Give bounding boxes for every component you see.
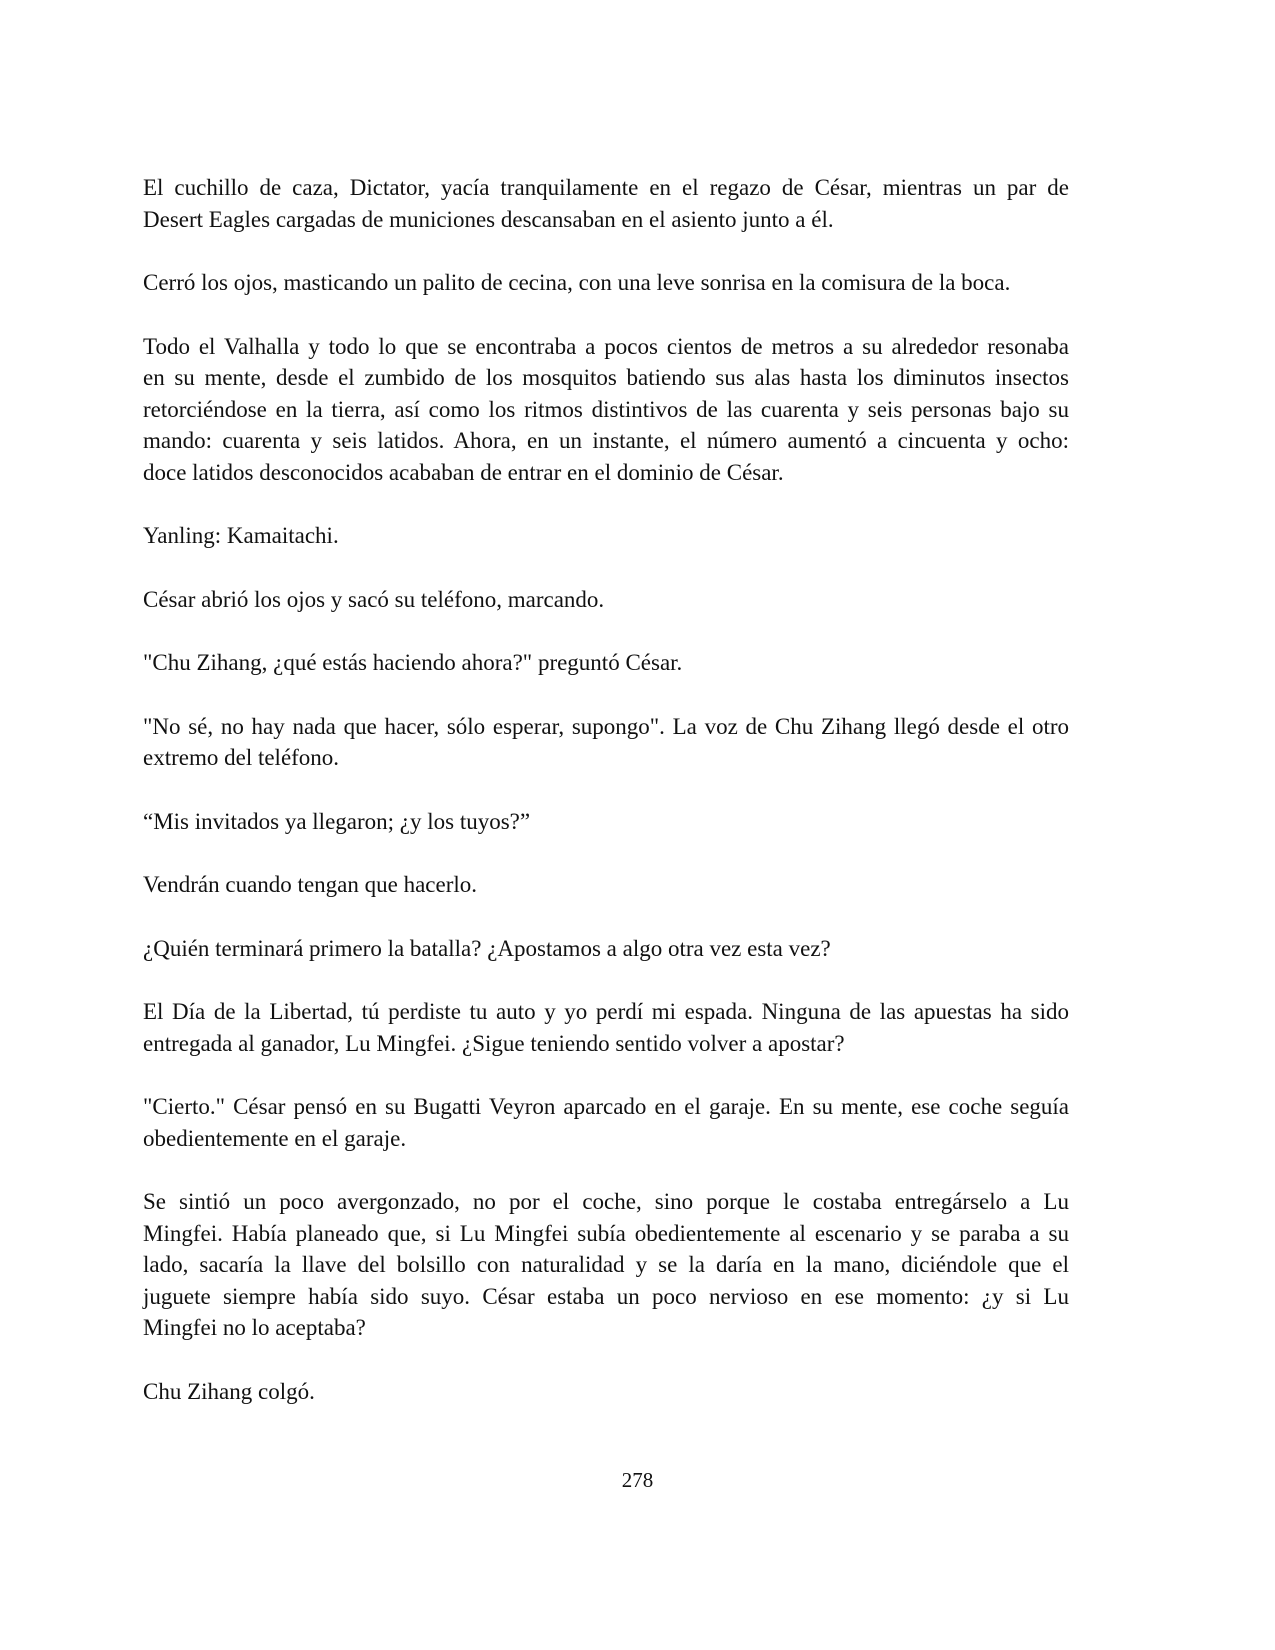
text-line: doce latidos desconocidos acababan de entrar en el dominio de César. [143,459,784,485]
text-line: Yanling: Kamaitachi. [143,523,339,548]
paragraph [143,267,1069,299]
paragraph [143,520,1069,552]
text-line: Se sintió un poco avergonzado, no por el coche, sino porque le costaba entregárselo a Lu [143,1189,1069,1214]
paragraph [143,996,1069,1059]
text-line: entregada al ganador, Lu Mingfei. ¿Sigue teniendo sentido volver a apostar? [143,1030,845,1056]
text-line: extremo del teléfono. [143,745,340,770]
text-line: "Chu Zihang, ¿qué estás haciendo ahora?" preguntó César. [143,650,683,675]
paragraph [143,647,1069,679]
text-line: El Día de la Libertad, tú perdiste tu auto y yo perdí mi espada. Ninguna de las apuestas ha sido [143,999,1069,1024]
text-line: Vendrán cuando tengan que hacerlo. [143,872,477,897]
paragraph [143,1376,1069,1408]
text-line: Cerró los ojos, masticando un palito de cecina, con una leve sonrisa en la comisura de la boca. [143,270,1011,295]
text-line: Desert Eagles cargadas de municiones descansaban en el asiento junto a él. [143,206,834,232]
text-line: ¿Quién terminará primero la batalla? ¿Apostamos a algo otra vez esta vez? [143,935,831,961]
paragraph [143,172,1069,235]
text-line: "Cierto." César pensó en su Bugatti Veyron aparcado en el garaje. En su mente, ese coche seguía [143,1094,1069,1119]
text-line: lado, sacaría la llave del bolsillo con naturalidad y se la daría en la mano, diciéndole que el [143,1252,1069,1277]
text-line: Mingfei. Había planeado que, si Lu Mingfei subía obedientemente al escenario y se paraba a su [143,1220,1069,1246]
paragraph [143,711,1069,774]
page-body [143,172,1069,1439]
text-line: “Mis invitados ya llegaron; ¿y los tuyos?” [143,808,531,834]
text-line: retorciéndose en la tierra, así como los ritmos distintivos de las cuarenta y seis personas bajo su [143,396,1069,422]
paragraph [143,933,1069,965]
paragraph [143,331,1069,489]
page-number: 278 [621,1468,654,1492]
text-line: mando: cuarenta y seis latidos. Ahora, en un instante, el número aumentó a cincuenta y ocho: [143,428,1069,453]
text-line: "No sé, no hay nada que hacer, sólo esperar, supongo". La voz de Chu Zihang llegó desde el otro [143,713,1069,739]
paragraph [143,806,1069,838]
text-line: Mingfei no lo aceptaba? [143,1315,366,1340]
paragraph [143,584,1069,616]
text-line: César abrió los ojos y sacó su teléfono, marcando. [143,586,605,612]
text-line: juguete siempre había sido suyo. César estaba un poco nervioso en ese momento: ¿y si Lu [143,1283,1069,1309]
paragraph [143,869,1069,901]
text-line: El cuchillo de caza, Dictator, yacía tranquilamente en el regazo de César, mientras un par de [143,175,1069,200]
text-line: en su mente, desde el zumbido de los mosquitos batiendo sus alas hasta los diminutos insectos [143,365,1069,390]
text-line: Chu Zihang colgó. [143,1378,315,1404]
paragraph [143,1186,1069,1344]
text-line: Todo el Valhalla y todo lo que se encontraba a pocos cientos de metros a su alrededor resonaba [143,333,1069,359]
text-line: obedientemente en el garaje. [143,1125,407,1151]
paragraph [143,1091,1069,1154]
